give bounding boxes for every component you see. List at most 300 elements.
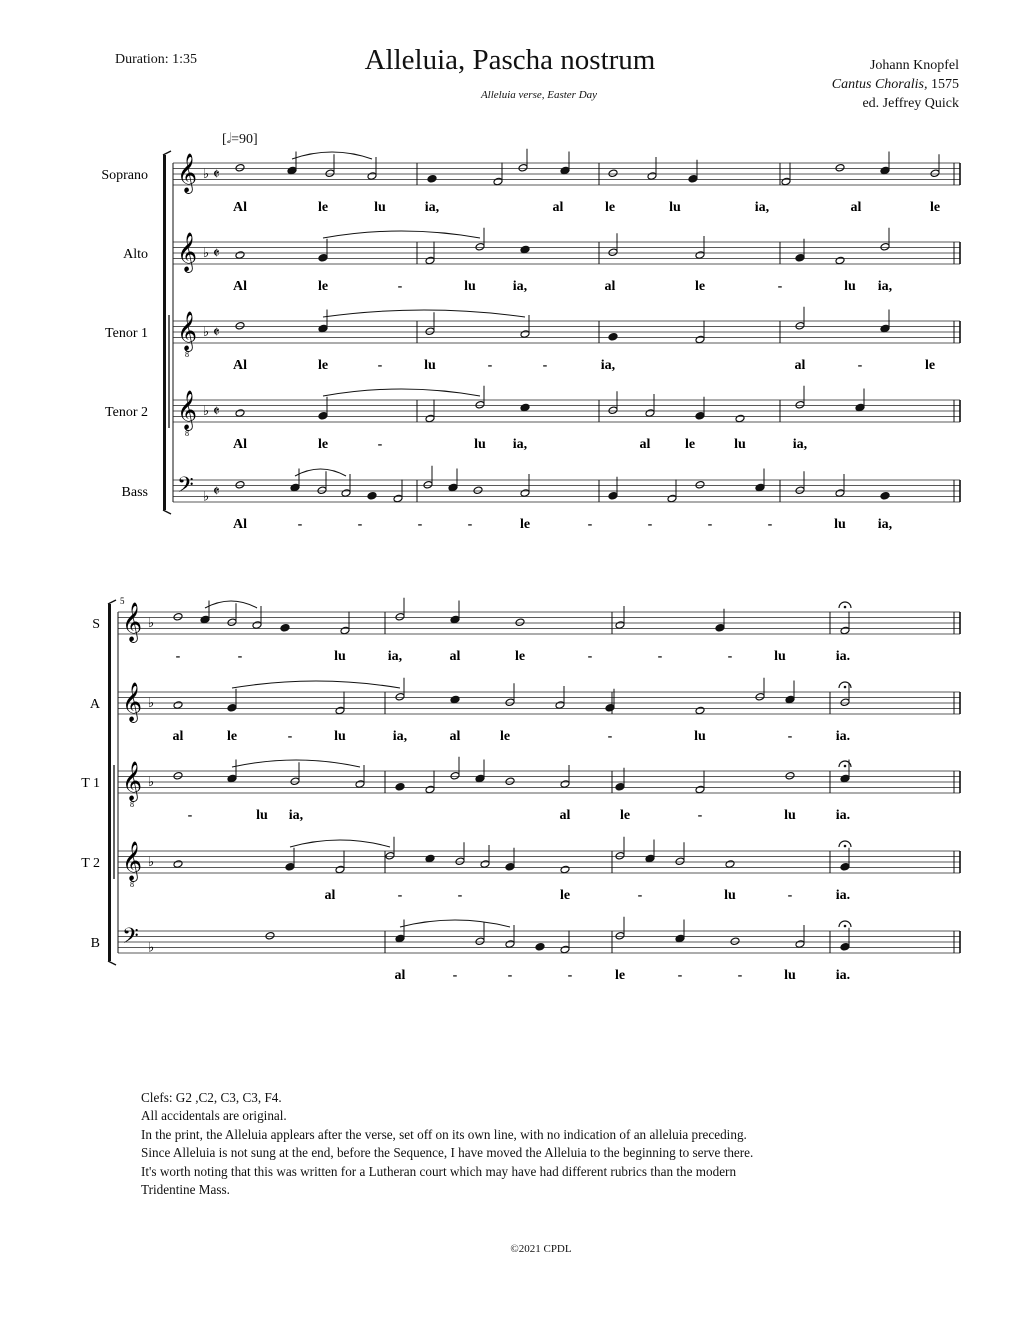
lyric-syllable: Al bbox=[233, 200, 247, 215]
lyric-syllable: lu bbox=[669, 200, 681, 215]
note-head bbox=[425, 327, 435, 336]
note-head bbox=[475, 242, 485, 251]
note-head bbox=[930, 169, 940, 178]
lyric-syllable: ia, bbox=[512, 279, 528, 294]
slur bbox=[232, 681, 400, 688]
note-head bbox=[880, 324, 890, 333]
lyric-syllable: - bbox=[787, 888, 793, 903]
note-head bbox=[555, 701, 565, 710]
note-head bbox=[880, 491, 890, 500]
treble-clef-icon: 𝄞 bbox=[177, 153, 198, 193]
note-head bbox=[667, 494, 677, 503]
lyric-syllable: - bbox=[287, 729, 293, 744]
note-head bbox=[450, 771, 460, 780]
note-head bbox=[840, 942, 850, 951]
note-head bbox=[518, 163, 528, 172]
note-head bbox=[535, 942, 545, 951]
note-head bbox=[335, 706, 345, 715]
cut-time-icon: 𝄵 bbox=[213, 402, 220, 420]
part-label: Tenor 1 bbox=[105, 326, 148, 341]
note-head bbox=[608, 491, 618, 500]
note-head bbox=[335, 865, 345, 874]
note-head bbox=[781, 177, 791, 186]
note-head bbox=[355, 780, 365, 789]
note-head bbox=[290, 777, 300, 786]
lyric-syllable: le bbox=[614, 968, 626, 983]
staff bbox=[122, 466, 960, 532]
bass-clef-icon: 𝄢 bbox=[177, 473, 194, 503]
note-head bbox=[880, 166, 890, 175]
note-head bbox=[425, 414, 435, 423]
note-line: It's worth noting that this was written for a Lutheran court which may have had different rubrics than the modern bbox=[141, 1163, 737, 1179]
staff bbox=[123, 228, 960, 294]
lyric-syllable: - bbox=[377, 358, 383, 373]
lyric-syllable: lu bbox=[474, 437, 486, 452]
flat-icon: ♭ bbox=[203, 489, 210, 505]
lyric-syllable: le bbox=[684, 437, 696, 452]
note-head bbox=[615, 621, 625, 630]
note-line: Since Alleluia is not sung at the end, before the Sequence, I have moved the Alleluia to the beginning to serve there. bbox=[141, 1145, 754, 1161]
cut-time-icon: 𝄵 bbox=[213, 482, 220, 500]
lyric-syllable: le bbox=[519, 517, 531, 532]
note-head bbox=[395, 934, 405, 943]
note-head bbox=[227, 774, 237, 783]
lyric-syllable: - bbox=[377, 437, 383, 452]
note-head bbox=[173, 701, 183, 710]
slur bbox=[232, 760, 360, 767]
slur bbox=[292, 152, 372, 159]
lyric-syllable: - bbox=[175, 649, 181, 664]
lyric-syllable: lu bbox=[834, 517, 846, 532]
bracket-hook bbox=[163, 151, 171, 155]
fermata-dot bbox=[844, 606, 847, 609]
note-line: Tridentine Mass. bbox=[141, 1182, 230, 1198]
note-head bbox=[173, 771, 183, 780]
lyric-syllable: - bbox=[737, 968, 743, 983]
system-bracket bbox=[108, 604, 111, 961]
lyric-syllable: - bbox=[857, 358, 863, 373]
lyric-syllable: al bbox=[639, 437, 651, 452]
treble-clef-icon: 𝄞 bbox=[177, 390, 198, 430]
lyric-syllable: - bbox=[727, 649, 733, 664]
note-head bbox=[695, 335, 705, 344]
note-head bbox=[785, 695, 795, 704]
lyric-syllable: - bbox=[457, 888, 463, 903]
lyric-syllable: - bbox=[467, 517, 473, 532]
note-head bbox=[647, 172, 657, 181]
lyric-syllable: ia, bbox=[387, 649, 403, 664]
lyric-syllable: le bbox=[317, 358, 329, 373]
note-head bbox=[608, 406, 618, 415]
treble-clef-icon: 𝄞 bbox=[122, 761, 143, 801]
note-head bbox=[835, 489, 845, 498]
note-head bbox=[367, 172, 377, 181]
bracket-hook bbox=[163, 510, 171, 514]
note-head bbox=[880, 242, 890, 251]
lyric-syllable: ia, bbox=[792, 437, 808, 452]
note-head bbox=[835, 256, 845, 265]
note-head bbox=[785, 771, 795, 780]
lyric-syllable: lu bbox=[784, 808, 796, 823]
note-head bbox=[325, 169, 335, 178]
note-head bbox=[520, 489, 530, 498]
lyric-syllable: al bbox=[794, 358, 806, 373]
flat-icon: ♭ bbox=[203, 246, 210, 261]
lyric-syllable: - bbox=[187, 808, 193, 823]
note-head bbox=[425, 854, 435, 863]
note-head bbox=[427, 174, 437, 183]
note-head bbox=[730, 937, 740, 946]
note-head bbox=[840, 626, 850, 635]
note-head bbox=[227, 618, 237, 627]
fermata-dot bbox=[844, 686, 847, 689]
lyric-syllable: - bbox=[397, 279, 403, 294]
note-head bbox=[475, 774, 485, 783]
note-head bbox=[475, 937, 485, 946]
lyric-syllable: ia. bbox=[835, 968, 851, 983]
note-head bbox=[795, 486, 805, 495]
note-head bbox=[450, 615, 460, 624]
note-head bbox=[395, 692, 405, 701]
part-label: Soprano bbox=[101, 168, 148, 183]
flat-icon: ♭ bbox=[203, 325, 210, 340]
score-system-2 bbox=[81, 596, 960, 983]
staff bbox=[105, 307, 960, 373]
note-head bbox=[367, 491, 377, 500]
lyric-syllable: le bbox=[499, 729, 511, 744]
note-head bbox=[645, 409, 655, 418]
measure-number: 5 bbox=[120, 596, 125, 606]
editorial-notes bbox=[141, 1089, 961, 1199]
lyric-syllable: ia, bbox=[877, 517, 893, 532]
lyric-syllable: lu bbox=[734, 437, 746, 452]
lyric-syllable: al bbox=[552, 200, 564, 215]
flat-icon: ♭ bbox=[148, 696, 155, 711]
note-head bbox=[795, 940, 805, 949]
note-head bbox=[695, 785, 705, 794]
lyric-syllable: - bbox=[677, 968, 683, 983]
part-label: S bbox=[92, 617, 100, 632]
system-bracket bbox=[163, 155, 166, 510]
note-head bbox=[615, 782, 625, 791]
note-line: All accidentals are original. bbox=[141, 1108, 287, 1124]
bracket-hook bbox=[108, 600, 116, 604]
note-line: Clefs: G2 ,C2, C3, C3, F4. bbox=[141, 1090, 282, 1105]
composer-name: Johann Knopfel bbox=[869, 58, 959, 73]
note-head bbox=[615, 931, 625, 940]
note-head bbox=[520, 245, 530, 254]
flat-icon: ♭ bbox=[203, 404, 210, 419]
lyric-syllable: lu bbox=[784, 968, 796, 983]
lyric-syllable: - bbox=[637, 888, 643, 903]
note-head bbox=[755, 483, 765, 492]
lyric-syllable: le bbox=[514, 649, 526, 664]
treble-clef-icon: 𝄞 bbox=[122, 602, 143, 642]
slur bbox=[323, 231, 480, 238]
note-head bbox=[340, 626, 350, 635]
note-head bbox=[287, 166, 297, 175]
note-head bbox=[235, 480, 245, 489]
lyric-syllable: al bbox=[394, 968, 406, 983]
flat-icon: ♭ bbox=[148, 940, 155, 956]
note-head bbox=[855, 403, 865, 412]
lyric-syllable: Al bbox=[233, 358, 247, 373]
lyric-syllable: le bbox=[317, 279, 329, 294]
note-head bbox=[385, 851, 395, 860]
lyric-syllable: lu bbox=[374, 200, 386, 215]
lyric-syllable: - bbox=[452, 968, 458, 983]
slur bbox=[400, 920, 510, 927]
score-system-1 bbox=[101, 149, 960, 532]
note-head bbox=[695, 251, 705, 260]
octave-mark: 8 bbox=[185, 429, 189, 438]
lyric-syllable: ia, bbox=[424, 200, 440, 215]
note-head bbox=[450, 695, 460, 704]
note-head bbox=[235, 409, 245, 418]
flat-icon: ♭ bbox=[148, 855, 155, 870]
note-head bbox=[265, 931, 275, 940]
lyric-syllable: - bbox=[607, 729, 613, 744]
note-head bbox=[173, 860, 183, 869]
lyric-syllable: al bbox=[604, 279, 616, 294]
note-head bbox=[448, 483, 458, 492]
note-head bbox=[605, 703, 615, 712]
lyric-syllable: ia, bbox=[512, 437, 528, 452]
note-head bbox=[695, 480, 705, 489]
note-head bbox=[695, 706, 705, 715]
lyric-syllable: le bbox=[559, 888, 571, 903]
lyric-syllable: le bbox=[317, 200, 329, 215]
lyric-syllable: le bbox=[694, 279, 706, 294]
flat-icon: ♭ bbox=[148, 616, 155, 631]
lyric-syllable: le bbox=[317, 437, 329, 452]
note-head bbox=[515, 618, 525, 627]
note-head bbox=[608, 332, 618, 341]
lyric-syllable: lu bbox=[424, 358, 436, 373]
lyric-syllable: le bbox=[619, 808, 631, 823]
lyric-syllable: le bbox=[929, 200, 941, 215]
lyric-syllable: le bbox=[604, 200, 616, 215]
flat-icon: ♭ bbox=[148, 775, 155, 790]
lyric-syllable: - bbox=[647, 517, 653, 532]
lyric-syllable: lu bbox=[334, 649, 346, 664]
lyric-syllable: lu bbox=[844, 279, 856, 294]
piece-subtitle: Alleluia verse, Easter Day bbox=[480, 89, 598, 101]
note-head bbox=[735, 414, 745, 423]
note-head bbox=[285, 862, 295, 871]
note-head bbox=[235, 251, 245, 260]
lyric-syllable: - bbox=[567, 968, 573, 983]
note-head bbox=[425, 785, 435, 794]
note-head bbox=[840, 698, 850, 707]
source-year: 1575 bbox=[927, 77, 959, 92]
treble-clef-icon: 𝄞 bbox=[122, 682, 143, 722]
note-head bbox=[505, 940, 515, 949]
note-head bbox=[227, 703, 237, 712]
slur bbox=[323, 310, 525, 317]
editor-name: ed. Jeffrey Quick bbox=[862, 96, 959, 111]
note-head bbox=[423, 480, 433, 489]
lyric-syllable: - bbox=[237, 649, 243, 664]
staff bbox=[105, 386, 960, 452]
treble-clef-icon: 𝄞 bbox=[177, 232, 198, 272]
lyric-syllable: - bbox=[542, 358, 548, 373]
lyric-syllable: Al bbox=[233, 517, 247, 532]
lyric-syllable: al bbox=[449, 729, 461, 744]
lyric-syllable: lu bbox=[334, 729, 346, 744]
note-head bbox=[280, 623, 290, 632]
lyric-syllable: - bbox=[487, 358, 493, 373]
part-label: T 2 bbox=[81, 856, 100, 871]
staff bbox=[81, 837, 960, 903]
note-head bbox=[560, 865, 570, 874]
treble-clef-icon: 𝄞 bbox=[177, 311, 198, 351]
note-head bbox=[200, 615, 210, 624]
fermata-dot bbox=[844, 765, 847, 768]
note-head bbox=[715, 623, 725, 632]
lyric-syllable: le bbox=[924, 358, 936, 373]
note-head bbox=[318, 411, 328, 420]
note-head bbox=[840, 774, 850, 783]
octave-mark: 8 bbox=[130, 880, 134, 889]
note-head bbox=[840, 862, 850, 871]
lyric-syllable: ia, bbox=[392, 729, 408, 744]
lyric-syllable: - bbox=[507, 968, 513, 983]
note-head bbox=[675, 857, 685, 866]
bracket-hook bbox=[108, 961, 116, 965]
lyric-syllable: - bbox=[357, 517, 363, 532]
note-head bbox=[795, 400, 805, 409]
cut-time-icon: 𝄵 bbox=[213, 323, 220, 341]
piece-title: Alleluia, Pascha nostrum bbox=[364, 44, 656, 76]
note-line: In the print, the Alleluia applears after the verse, set off on its own line, with no indication of an alleluia preceding. bbox=[141, 1126, 747, 1142]
note-head bbox=[608, 248, 618, 257]
note-head bbox=[695, 411, 705, 420]
slur bbox=[295, 469, 346, 476]
staff bbox=[90, 678, 960, 744]
part-label: Tenor 2 bbox=[105, 405, 148, 420]
lyric-syllable: - bbox=[697, 808, 703, 823]
note-head bbox=[317, 486, 327, 495]
lyric-syllable: ia, bbox=[754, 200, 770, 215]
part-label: Bass bbox=[121, 485, 148, 500]
note-head bbox=[393, 494, 403, 503]
flat-icon: ♭ bbox=[203, 167, 210, 182]
note-head bbox=[318, 324, 328, 333]
staff bbox=[101, 149, 960, 215]
octave-mark: 8 bbox=[130, 800, 134, 809]
lyric-syllable: - bbox=[767, 517, 773, 532]
lyric-syllable: - bbox=[297, 517, 303, 532]
note-head bbox=[318, 253, 328, 262]
lyric-syllable: - bbox=[587, 517, 593, 532]
note-head bbox=[645, 854, 655, 863]
note-head bbox=[173, 612, 183, 621]
note-head bbox=[235, 321, 245, 330]
note-head bbox=[725, 860, 735, 869]
note-head bbox=[835, 163, 845, 172]
part-label: B bbox=[90, 936, 100, 951]
copyright-footer: ©2021 CPDL bbox=[510, 1243, 572, 1255]
tempo-marking: [𝅗𝅥=90] bbox=[222, 132, 258, 147]
note-head bbox=[615, 851, 625, 860]
treble-clef-icon: 𝄞 bbox=[122, 841, 143, 881]
lyric-syllable: lu bbox=[724, 888, 736, 903]
lyric-syllable: ia. bbox=[835, 729, 851, 744]
cut-time-icon: 𝄵 bbox=[213, 165, 220, 183]
lyric-syllable: - bbox=[777, 279, 783, 294]
note-head bbox=[560, 945, 570, 954]
lyric-syllable: al bbox=[172, 729, 184, 744]
source-title: Cantus Choralis, bbox=[831, 77, 928, 92]
note-head bbox=[560, 780, 570, 789]
octave-mark: 8 bbox=[185, 350, 189, 359]
note-head bbox=[795, 321, 805, 330]
staff bbox=[91, 917, 960, 983]
note-head bbox=[755, 692, 765, 701]
lyric-syllable: - bbox=[657, 649, 663, 664]
lyric-syllable: al bbox=[850, 200, 862, 215]
note-head bbox=[505, 862, 515, 871]
slur bbox=[290, 840, 390, 847]
lyric-syllable: ia, bbox=[288, 808, 304, 823]
note-head bbox=[505, 777, 515, 786]
lyric-syllable: lu bbox=[256, 808, 268, 823]
part-label: T 1 bbox=[81, 776, 100, 791]
lyric-syllable: ia, bbox=[600, 358, 616, 373]
lyric-syllable: ia. bbox=[835, 649, 851, 664]
lyric-syllable: - bbox=[397, 888, 403, 903]
note-head bbox=[608, 169, 618, 178]
note-head bbox=[560, 166, 570, 175]
note-head bbox=[688, 174, 698, 183]
part-label: Alto bbox=[123, 247, 148, 262]
note-head bbox=[520, 330, 530, 339]
bass-clef-icon: 𝄢 bbox=[122, 924, 139, 954]
lyric-syllable: le bbox=[226, 729, 238, 744]
staff bbox=[92, 598, 960, 664]
fermata-dot bbox=[844, 845, 847, 848]
lyric-syllable: - bbox=[417, 517, 423, 532]
cut-time-icon: 𝄵 bbox=[213, 244, 220, 262]
note-head bbox=[473, 486, 483, 495]
lyric-syllable: lu bbox=[464, 279, 476, 294]
lyric-syllable: al bbox=[559, 808, 571, 823]
note-head bbox=[475, 400, 485, 409]
note-head bbox=[493, 177, 503, 186]
note-head bbox=[520, 403, 530, 412]
note-head bbox=[480, 860, 490, 869]
note-head bbox=[290, 483, 300, 492]
lyric-syllable: lu bbox=[774, 649, 786, 664]
part-label: A bbox=[89, 697, 100, 712]
staff bbox=[81, 757, 960, 823]
lyric-syllable: Al bbox=[233, 437, 247, 452]
lyric-syllable: ia, bbox=[877, 279, 893, 294]
note-head bbox=[395, 782, 405, 791]
lyric-syllable: lu bbox=[694, 729, 706, 744]
lyric-syllable: ia. bbox=[835, 808, 851, 823]
lyric-syllable: - bbox=[587, 649, 593, 664]
lyric-syllable: al bbox=[449, 649, 461, 664]
note-head bbox=[235, 163, 245, 172]
slur bbox=[323, 389, 480, 396]
lyric-syllable: Al bbox=[233, 279, 247, 294]
note-head bbox=[675, 934, 685, 943]
lyric-syllable: - bbox=[707, 517, 713, 532]
note-head bbox=[425, 256, 435, 265]
note-head bbox=[505, 698, 515, 707]
